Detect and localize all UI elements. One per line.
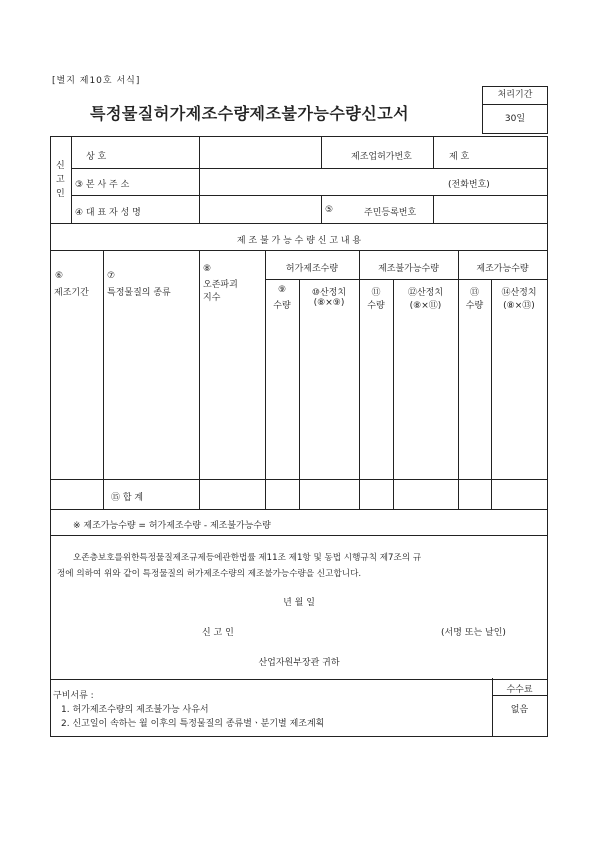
col-ozone-num: ⑧ — [203, 264, 212, 274]
col-ozone-label-2: 지수 — [203, 293, 221, 303]
col-substance-num: ⑦ — [107, 271, 116, 281]
addressee: 산업자원부장관 귀하 — [258, 658, 340, 668]
permit-number-value[interactable]: 제 호 — [449, 152, 470, 162]
fee-label: 수수료 — [506, 685, 533, 695]
statement-line-1: 오존층보호를위한특정물질제조규제등에관한법률 제11조 제1항 및 동법 시행규칙 제7조의 규 — [73, 553, 422, 563]
processing-period-value: 30일 — [504, 114, 526, 124]
reg-number-field[interactable] — [435, 197, 543, 221]
date-line[interactable]: 년 월 일 — [283, 598, 315, 608]
fee-value: 없음 — [510, 705, 529, 715]
group-impossible-qty: 제조불가능수량 — [378, 264, 439, 274]
document-item-1: 1. 허가제조수량의 제조불가능 사유서 — [61, 705, 209, 715]
calculation-note: ※ 제조가능수량 = 허가제조수량 - 제조불가능수량 — [73, 521, 271, 531]
representative-field[interactable] — [201, 197, 319, 221]
col13-label: 수량 — [465, 301, 484, 311]
col12-label: ⑫산정치 — [407, 288, 444, 298]
col13-num: ⑬ — [469, 288, 479, 298]
documents-label: 구비서류 : — [53, 691, 94, 701]
phone-label: (전화번호) — [448, 180, 490, 190]
representative-label: ④ 대 표 자 성 명 — [75, 208, 141, 218]
address-label: ③ 본 사 주 소 — [75, 180, 130, 190]
col14-label: ⑭산정치 — [501, 288, 537, 298]
trade-name-label: 상 호 — [86, 152, 107, 162]
col11-num: ⑪ — [371, 288, 381, 298]
col9-num: ⑨ — [277, 285, 287, 295]
trade-name-field[interactable] — [201, 140, 319, 166]
signature-label[interactable]: (서명 또는 날인) — [441, 628, 506, 638]
col10-label: ⑩산정치 — [311, 288, 347, 298]
col-period-num: ⑥ — [55, 271, 64, 281]
form-number: [별지 제10호 서식] — [52, 76, 141, 86]
statement-line-2: 정에 의하여 위와 같이 특정물질의 허가제조수량의 제조불가능수량을 신고합니다. — [57, 569, 362, 579]
page-title: 특정물질허가제조수량제조불가능수량신고서 — [90, 104, 410, 123]
group-permit-qty: 허가제조수량 — [285, 264, 339, 274]
address-field[interactable] — [201, 170, 541, 193]
document-item-2: 2. 신고일이 속하는 월 이후의 특정물질의 종류별ㆍ분기별 제조계획 — [61, 719, 325, 729]
report-form — [50, 136, 548, 680]
data-entry-area[interactable] — [52, 313, 546, 478]
group-possible-qty: 제조가능수량 — [476, 264, 529, 274]
col-period-label: 제조기간 — [54, 288, 89, 298]
attachments-section — [50, 678, 548, 737]
col14-formula: (⑧×⑬) — [503, 301, 535, 311]
processing-period-box — [482, 86, 548, 134]
total-row-label: ⑮ 합 계 — [111, 493, 144, 503]
col12-formula: (⑧×⑪) — [409, 301, 442, 311]
col-substance-label: 특정물질의 종류 — [107, 288, 171, 298]
processing-period-label: 처리기간 — [483, 87, 547, 105]
applicant-side-label: 신 고 인 — [56, 161, 65, 199]
reporter-label: 신 고 인 — [202, 628, 234, 638]
col-ozone-label: 오존파괴 — [203, 280, 238, 290]
permit-number-label: 제조업허가번호 — [351, 152, 412, 162]
reg-number-mark: ⑤ — [325, 205, 334, 215]
reg-number-label: 주민등록번호 — [364, 208, 417, 218]
col11-label: 수량 — [367, 301, 385, 311]
section-title: 제 조 불 가 능 수 량 신 고 내 용 — [236, 236, 362, 246]
col9-label: 수량 — [273, 301, 291, 311]
col10-formula: (⑧×⑨) — [313, 298, 345, 308]
